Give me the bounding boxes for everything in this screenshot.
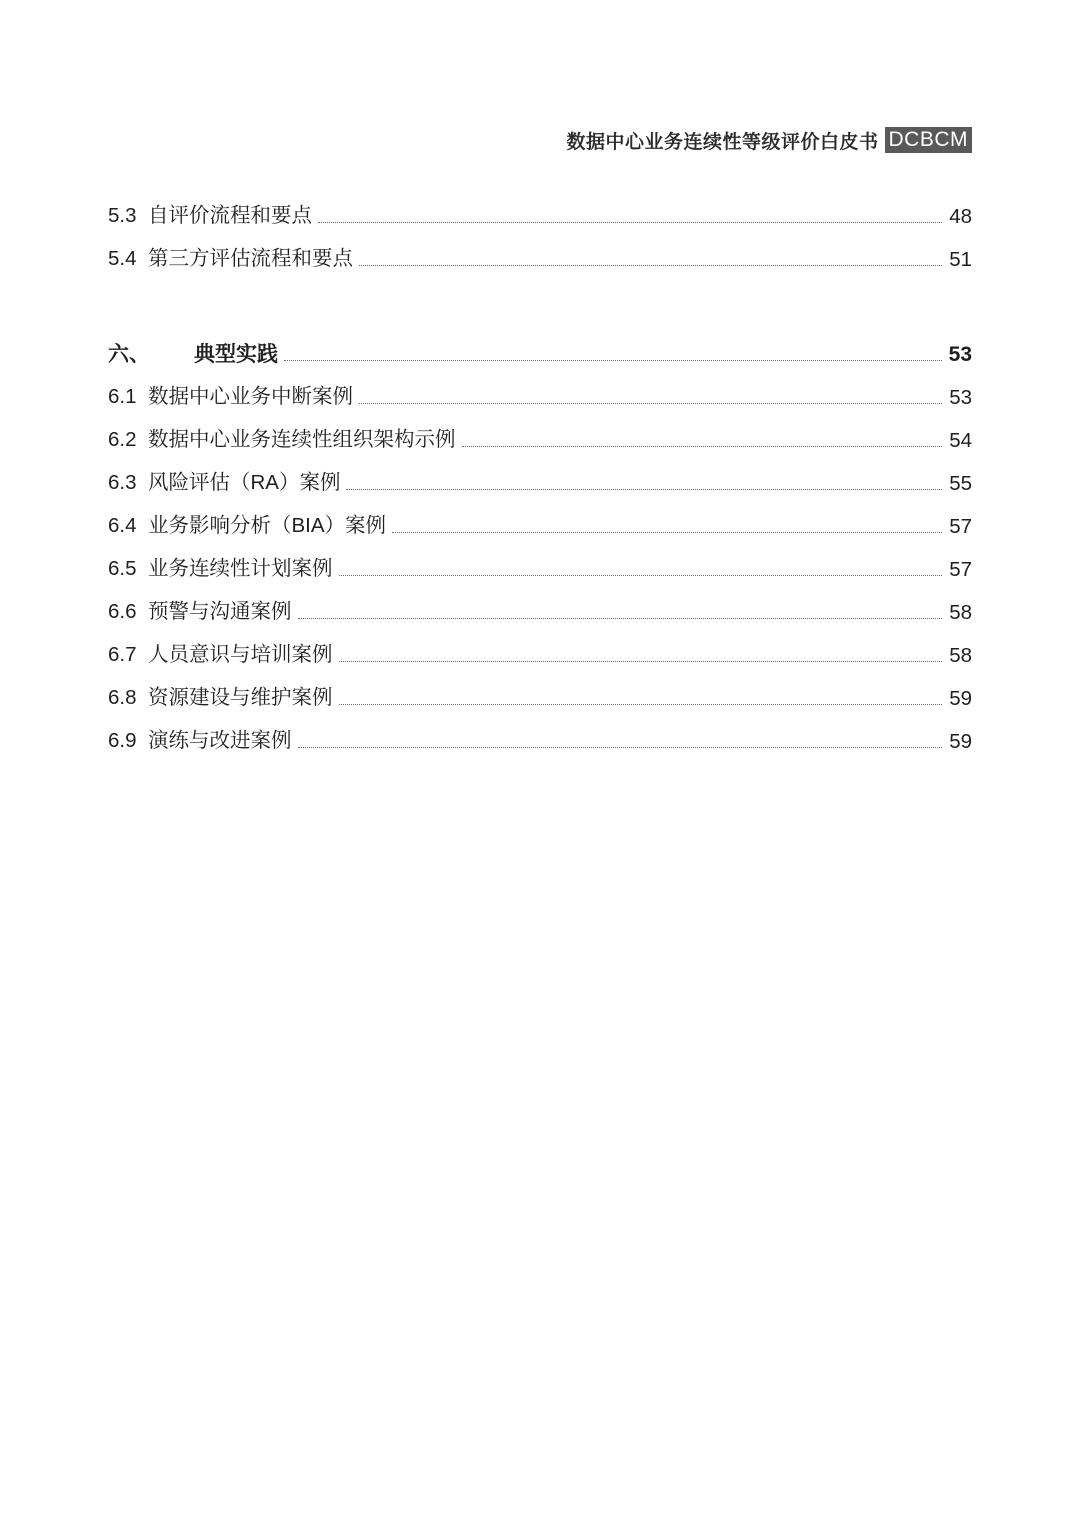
toc-entry[interactable] [108,711,972,754]
toc-leader-dots [339,660,943,662]
toc-entry-title: 典型实践 [194,342,278,366]
toc-entry-page: 59 [949,730,972,753]
toc-entry[interactable] [108,324,972,367]
toc-leader-dots [298,617,943,619]
toc-leader-dots [392,531,942,533]
toc-entry[interactable] [108,186,972,229]
toc-entry-number: 5.3 [108,204,137,228]
toc-entry-page: 58 [949,601,972,624]
header-badge: DCBCM [885,127,973,153]
toc-entry-number: 6.9 [108,729,137,753]
toc-entry-title: 人员意识与培训案例 [148,643,333,667]
toc-leader-dots [359,264,942,266]
toc-entry[interactable] [108,496,972,539]
toc-entry-label [108,342,278,367]
toc-entry-title: 第三方评估流程和要点 [148,247,353,271]
toc-entry[interactable] [108,539,972,582]
toc-entry-title: 业务连续性计划案例 [148,557,333,581]
toc-entry-number: 6.1 [108,385,137,409]
header-title: 数据中心业务连续性等级评价白皮书 [566,131,879,153]
toc-leader-dots [359,402,942,404]
toc-entry[interactable] [108,625,972,668]
toc-leader-dots [346,488,942,490]
toc-entry-label [108,557,333,582]
toc-entry-page: 59 [949,687,972,710]
toc-entry[interactable] [108,367,972,410]
toc-leader-dots [339,574,943,576]
toc-entry-label [108,385,353,410]
toc-entry-number: 6.7 [108,643,137,667]
toc-entry-number: 6.6 [108,600,137,624]
toc-entry-page: 48 [949,205,972,228]
toc-entry-page: 54 [949,429,972,452]
toc-entry-page: 57 [949,515,972,538]
toc-entry-title: 预警与沟通案例 [148,600,292,624]
toc-entry-label [108,471,340,496]
toc-entry-label [108,600,292,625]
toc-entry-number: 6.2 [108,428,137,452]
toc-entry-label [108,247,353,272]
toc-entry[interactable] [108,668,972,711]
toc-leader-dots [339,703,943,705]
toc-entry-number: 6.8 [108,686,137,710]
toc-entry-label [108,428,456,453]
toc-entry-page: 58 [949,644,972,667]
toc-entry-number: 6.5 [108,557,137,581]
page-header [0,120,1080,160]
toc-leader-dots [462,445,943,447]
toc-entry-label [108,514,386,539]
toc-entry-label [108,729,292,754]
toc-entry-title: 演练与改进案例 [148,729,292,753]
toc-entry-title: 业务影响分析（BIA）案例 [148,514,387,538]
toc-entry-label [108,643,333,668]
toc-entry-page: 55 [949,472,972,495]
toc-leader-dots [298,746,943,748]
toc-leader-dots [318,221,942,223]
toc-entry-title: 数据中心业务连续性组织架构示例 [148,428,456,452]
toc-entry-page: 57 [949,558,972,581]
toc-entry-title: 数据中心业务中断案例 [148,385,353,409]
toc-entry-label [108,204,312,229]
toc-entry-page: 51 [949,248,972,271]
toc-entry-page: 53 [949,386,972,409]
toc-entry-page: 53 [948,343,972,366]
toc-entry-number: 6.4 [108,514,137,538]
toc-entry-number: 5.4 [108,247,137,271]
toc-entry[interactable] [108,229,972,272]
toc-entry[interactable] [108,582,972,625]
toc-entry-title: 自评价流程和要点 [148,204,312,228]
toc-leader-dots [284,359,942,361]
toc-entry-number: 6.3 [108,471,137,495]
toc-entry[interactable] [108,453,972,496]
toc-entry-label [108,686,333,711]
table-of-contents [108,186,972,754]
toc-entry-number: 六、 [108,342,150,366]
toc-entry-title: 资源建设与维护案例 [148,686,333,710]
toc-entry-title: 风险评估（RA）案例 [148,471,341,495]
toc-entry[interactable] [108,410,972,453]
